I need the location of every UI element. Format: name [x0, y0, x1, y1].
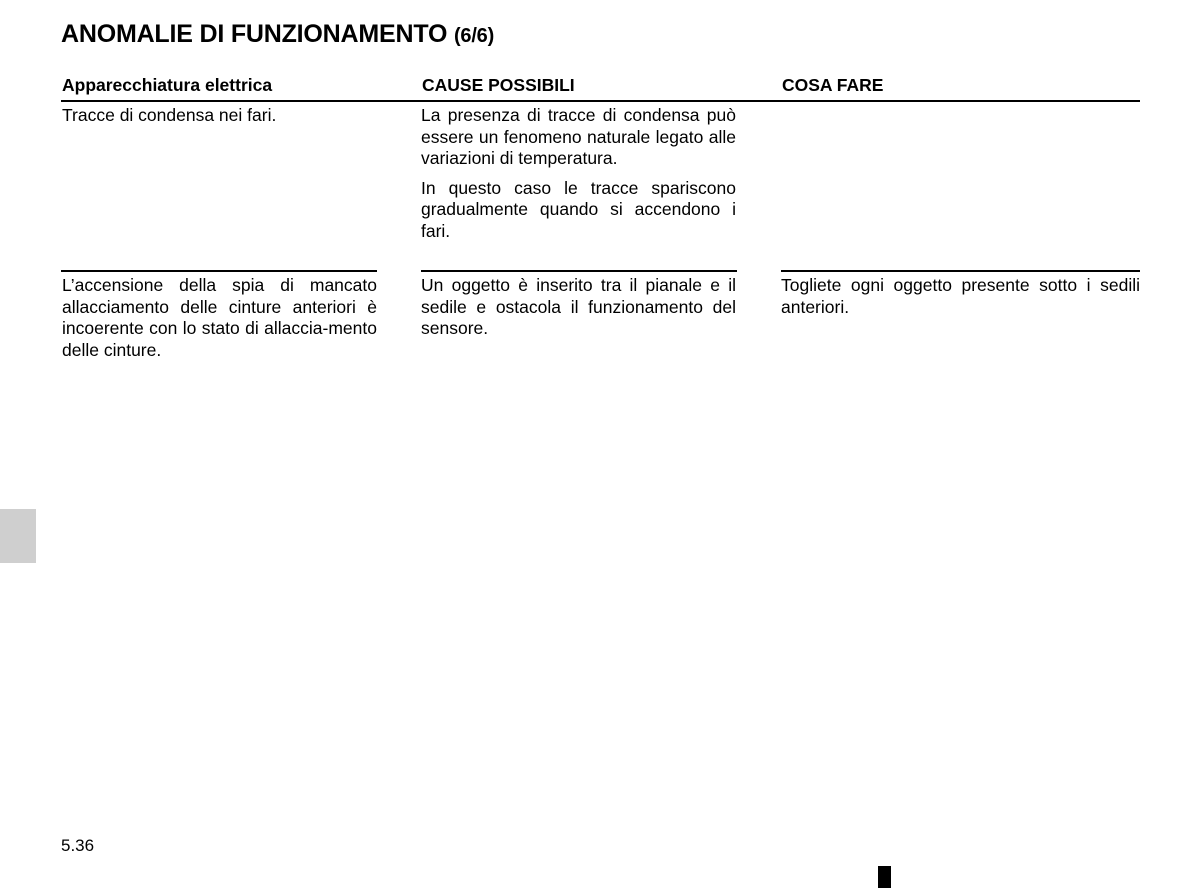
anomalies-table [61, 71, 1140, 370]
action-cell [781, 275, 1140, 318]
page-title [61, 18, 494, 52]
cause-text: La presenza di tracce di condensa può essere un fenomeno naturale legato alle variazioni di temperatura. [421, 105, 736, 168]
chapter-side-tab [0, 509, 36, 563]
row-divider-action [781, 270, 1140, 272]
table-header [61, 71, 1140, 102]
cause-text: Un oggetto è inserito tra il pianale e il sedile e ostacola il funzionamento del sensore. [421, 275, 736, 338]
table-row [61, 102, 1140, 270]
equipment-text: L’accensione della spia di mancato allacciamento delle cinture anteriori è incoerente con lo stato di allaccia-mento delle cinture. [62, 275, 377, 360]
row-divider-equipment [61, 270, 377, 272]
header-equipment: Apparecchiatura elettrica [62, 75, 273, 95]
table-row [61, 270, 1140, 370]
page-title-suffix: (6/6) [453, 25, 495, 47]
row-divider-causes [421, 270, 737, 272]
causes-cell [421, 275, 736, 340]
page-number: 5.36 [61, 836, 95, 855]
causes-cell [421, 105, 736, 242]
header-action: COSA FARE [782, 75, 884, 95]
cause-text: In questo caso le tracce spariscono gradualmente quando si accendono i fari. [421, 177, 736, 241]
equipment-cell [62, 105, 377, 127]
equipment-cell [62, 275, 377, 361]
page-title-main: ANOMALIE DI FUNZIONAMENTO [61, 20, 448, 48]
header-causes: CAUSE POSSIBILI [422, 75, 575, 95]
equipment-text: Tracce di condensa nei fari. [62, 105, 277, 125]
print-mark [878, 866, 891, 888]
action-text: Togliete ogni oggetto presente sotto i sedili anteriori. [781, 275, 1140, 317]
